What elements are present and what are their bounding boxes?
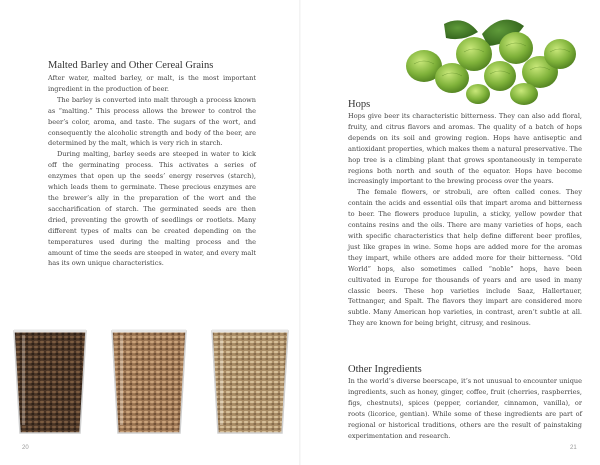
right-page (300, 0, 600, 465)
paragraph: In the world’s diverse beerscape, it’s not unusual to encounter unique ingredients, such as honey, ginger, coffee, fruit (cherries, raspberries, figs, chestnuts), spices (pepper, coriander, cinnamon, vanilla), or roots (licorice, gentian). While some of these ingredients are part of regional or historical traditions, others are the result of painstaking experimentation and research. (348, 377, 582, 440)
page-number-right: 21 (570, 445, 577, 451)
paragraph: The barley is converted into malt through a process known as “malting.” This process allows the brewer to control the beer’s color, aroma, and taste. The sugars of the wort, and consequently the alcoholic strength and body of the beer, are determined by the malt, which is very rich in starch. (48, 95, 256, 148)
paragraph: Hops give beer its characteristic bitterness. They can also add floral, fruity, and citrus flavors and aromas. The quality of a batch of hops depends on its soil and growing region. Hops have antiseptic and antioxidant properties, which makes them a natural preservative. The hop tree is a climbing plant that grows spontaneously in temperate regions both north and south of the equator. Hops have become increasingly important to the brewing process over the years. (348, 112, 582, 186)
other-ingredients-heading: Other Ingredients (348, 364, 422, 375)
hops-heading: Hops (348, 99, 371, 110)
other-ingredients-text (348, 376, 582, 441)
paragraph: The female flowers, or strobuli, are often called cones. They contain the acids and essential oils that impart aroma and bitterness to beer. The flowers produce lupulin, a sticky, yellow powder that contains resins and the oils. There are many varieties of hops, each with specific characteristics that help define different beer profiles, just like grapes in wine. Some hops are added more for the aromas they impart, while others are added more for their bitterness. “Old World” hops, also sometimes called “noble” hops, have been cultivated in Europe for thousands of years and are used in many classic beers. These hop varieties include Saaz, Hallertauer, Tettnanger, and Spalt. The flavors they impart are considered more subtle. Many American hop varieties, in contrast, aren’t subtle at all. They are known for being bright, citrusy, and resinous. (348, 188, 582, 328)
page-number-left: 20 (22, 445, 29, 451)
malted-barley-text (48, 73, 256, 269)
hops-text (348, 111, 582, 329)
paragraph: During malting, barley seeds are steeped in water to kick off the germinating process. This activates a series of enzymes that open up the seeds’ energy reserves (starch), which leads them to germinate. These precious enzymes are the brewer’s ally in the preparation of the wort and the saccharification of starch. The germinated seeds are then dried, preventing the growth of seedlings or rootlets. Many different types of malts can be created depending on the temperatures used during the malting process and the amount of time the seeds are steeped in water, and every malt has its own unique characteristics. (48, 150, 256, 268)
paragraph: After water, malted barley, or malt, is the most important ingredient in the production of beer. (48, 74, 256, 93)
glass-dark-malt-image (10, 325, 90, 437)
glass-barley-image (208, 325, 292, 437)
hop-cones-image (404, 14, 582, 106)
glass-light-malt-image (108, 325, 190, 437)
malted-barley-heading: Malted Barley and Other Cereal Grains (48, 60, 214, 71)
